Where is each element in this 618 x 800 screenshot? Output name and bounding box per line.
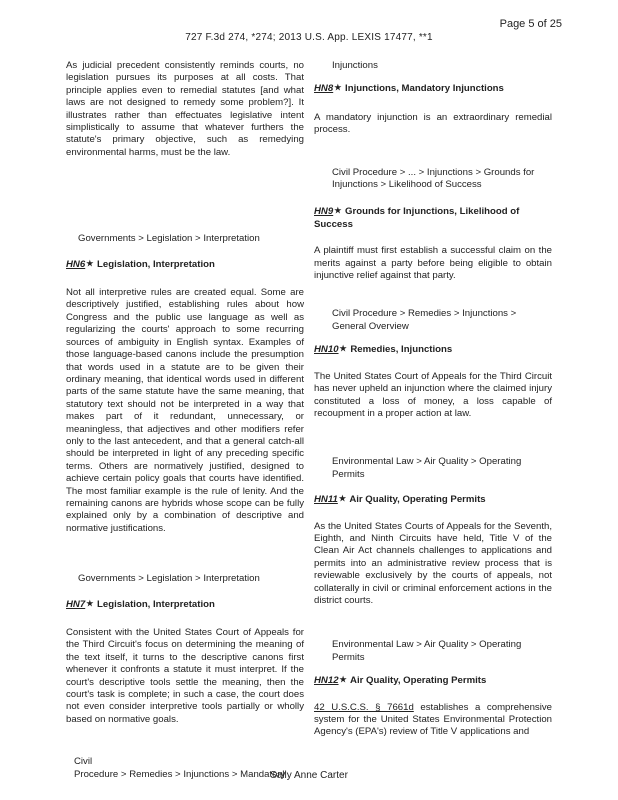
headnote-link[interactable]: HN12 xyxy=(314,675,339,687)
headnote-icon[interactable]: ★ xyxy=(339,675,347,685)
left-column xyxy=(66,60,304,781)
headnote-title: Injunctions, Mandatory Injunctions xyxy=(345,83,504,95)
paragraph-epa-review xyxy=(314,702,552,739)
headnote-heading xyxy=(314,493,552,506)
topic-path[interactable]: Civil xyxy=(74,756,93,768)
right-column xyxy=(314,60,552,739)
headnote-icon[interactable]: ★ xyxy=(334,83,342,93)
headnote-heading xyxy=(66,258,304,271)
headnote-heading xyxy=(314,205,552,231)
headnote-heading xyxy=(314,82,552,95)
headnote-heading xyxy=(314,674,552,687)
topic-path[interactable]: Governments > Legislation > Interpretation xyxy=(78,233,260,245)
footer-name: Sally Anne Carter xyxy=(270,770,348,781)
headnote-link[interactable]: HN8 xyxy=(314,83,334,95)
paragraph-title-v: As the United States Courts of Appeals for the Seventh, Eighth, and Ninth Circuits have held, Title V of the Clean Air Act channels challenges to applications and permits into an administrative review process that is reviewable exclusively by the courts of appeals, not collaterally in civil or criminal enforcement actions in the district courts. xyxy=(314,520,552,606)
topic-path[interactable]: Environmental Law > Air Quality > Operating Permits xyxy=(332,639,522,663)
headnote-heading xyxy=(66,598,304,611)
headnote-icon[interactable]: ★ xyxy=(338,494,346,504)
topic-path[interactable]: Injunctions xyxy=(332,60,378,71)
paragraph-canons: Not all interpretive rules are created equal. Some are descriptively justified, establishing rules about how Congress and the public use language as well as regularizing the courts' approach to some recurring sources of ambiguity in English syntax. Examples of those language-based canons include the presumption that words used in a statute are to be given their ordinary meaning, that identical words used in different parts of the same statute have the same meaning, that statutory text should not be interpreted in a way that makes part of it redundant, unnecessary, or meaningless, that adjectives and other modifiers refer only to the last antecedent, and that a general catch-all should be interpreted in light of any preceding specific terms. Others are normatively justified, designed to achieve certain policy goals that courts have identified. The most familiar example is the rule of lenity. And the remaining canons are hybrids whose scope can be fully explained only by a combination of descriptive and normative justifications. xyxy=(66,287,304,534)
headnote-link[interactable]: HN10 xyxy=(314,344,339,356)
headnote-icon[interactable]: ★ xyxy=(334,206,342,216)
headnote-title: Remedies, Injunctions xyxy=(350,344,453,356)
paragraph-merits: A plaintiff must first establish a successful claim on the merits against a party before being eligible to obtain injunctive relief against that party. xyxy=(314,245,552,282)
headnote-icon[interactable]: ★ xyxy=(339,344,347,354)
topic-path[interactable]: Environmental Law > Air Quality > Operating Permits xyxy=(332,456,522,480)
paragraph-precedent: As judicial precedent consistently reminds courts, no legislation pursues its purposes at all costs. That principle applies even to remedial statutes [and what laws are not designed to remedy some problem?]. It illustrates rather than effectuates legislative intent simplistically to assume that whatever furthers the statute's primary objective, such as remedying environmental harms, must be the law. xyxy=(66,60,304,158)
headnote-title: Air Quality, Operating Permits xyxy=(350,675,487,687)
case-citation: 727 F.3d 274, *274; 2013 U.S. App. LEXIS 17477, **1 xyxy=(185,32,433,43)
headnote-title: Legislation, Interpretation xyxy=(97,598,215,610)
headnote-link[interactable]: HN7 xyxy=(66,598,86,610)
headnote-link[interactable]: HN6 xyxy=(66,258,86,270)
headnote-heading xyxy=(314,343,552,356)
paragraph-injunction-money: The United States Court of Appeals for the Third Circuit has never upheld an injunction where the claimed injury constituted a loss of money, a loss capable of recoupment in a proper action at law. xyxy=(314,370,552,419)
headnote-title: Grounds for Injunctions, Likelihood of Success xyxy=(314,206,520,230)
topic-path[interactable]: Procedure > Remedies > Injunctions > Mandatory xyxy=(74,768,286,780)
topic-path[interactable]: Civil Procedure > ... > Injunctions > Grounds for Injunctions > Likelihood of Success xyxy=(332,166,535,191)
topic-path[interactable]: Civil Procedure > Remedies > Injunctions > General Overview xyxy=(332,308,517,332)
topic-path[interactable]: Governments > Legislation > Interpretation xyxy=(78,573,260,585)
headnote-title: Legislation, Interpretation xyxy=(97,258,215,270)
headnote-title: Air Quality, Operating Permits xyxy=(349,494,486,506)
paragraph-mandatory: A mandatory injunction is an extraordinary remedial process. xyxy=(314,111,552,136)
headnote-icon[interactable]: ★ xyxy=(86,598,94,608)
paragraph-third-circuit: Consistent with the United States Court of Appeals for the Third Circuit's focus on determining the meaning of the text itself, it turns to the descriptive canons first whenever it confronts a statute it must interpret. If the court's descriptive tools settle the meaning, then the court's task is complete; in such a case, the court does not even consider interpretive tools partially or wholly based on normative goals. xyxy=(66,627,304,725)
headnote-icon[interactable]: ★ xyxy=(86,258,94,268)
headnote-link[interactable]: HN9 xyxy=(314,206,334,218)
statute-link[interactable]: 42 U.S.C.S. § 7661d xyxy=(314,701,414,713)
headnote-link[interactable]: HN11 xyxy=(314,494,338,506)
page-number: Page 5 of 25 xyxy=(499,18,562,30)
paragraph-epa-text: establishes a comprehensive system for the United States Environmental Protection Agency's (EPA's) review of Title V applications and xyxy=(314,701,552,738)
